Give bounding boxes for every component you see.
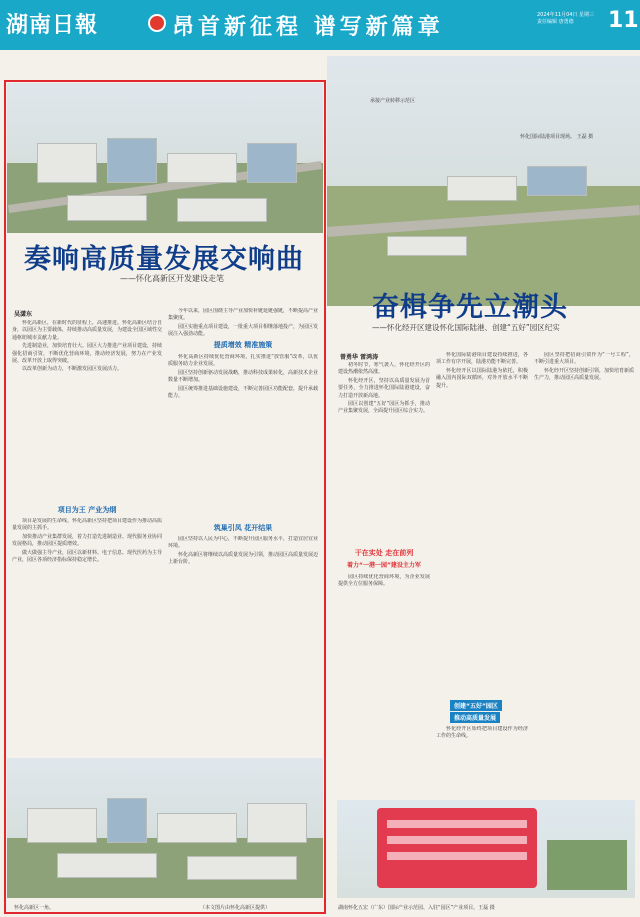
left-top-photo [7, 83, 323, 233]
page-number: 11 [608, 8, 639, 33]
paragraph: 怀化经开区始终把项目建设作为经济工作的生命线。 [436, 726, 528, 740]
newspaper-logo: 湖南日報 [6, 12, 99, 38]
right-col3-text [534, 352, 634, 792]
paragraph: 以改革创新为动力，不断激发园区发展活力。 [22, 366, 123, 373]
editor: 责任编辑 唐勇德 [537, 19, 574, 25]
left-bottom-caption: 怀化高新区一角。 [14, 905, 55, 911]
issue-date: 2024年11月04日 星期三 [537, 12, 595, 18]
paragraph: 怀化高新区将继续以高质量发展为引领，推动园区高质量发展迈上新台阶。 [168, 551, 318, 566]
right-article-subtitle: ——怀化经开区建设怀化国际陆港、创建“五好”园区纪实 [372, 323, 560, 332]
paragraph: 初冬时节，寒气袭人，怀化经开区的建设热潮依然高涨。 [338, 362, 430, 376]
masthead-meta [537, 12, 594, 26]
right-bottom-caption: 湖南怀化五宏（广东）国际产业示范园、入驻“园区”产业项目。王磊 摄 [338, 905, 495, 911]
paragraph: 园区实施重点项目建设，一批重大项目相继落地投产，为园区发展注入强劲动能。 [168, 323, 318, 338]
right-col2-text [436, 352, 528, 692]
paragraph: 怀化经开区以国际陆港为依托，积极融入国内国际双循环，对外开放水平不断提升。 [436, 367, 528, 389]
paragraph: 怀化国际陆港项目建设持续推进，各项工作有序开展，陆港功能不断完善。 [436, 352, 528, 366]
masthead [0, 0, 640, 50]
right-photo-caption-side: 怀化国际陆港项目现场。 王磊 摄 [520, 134, 594, 140]
paragraph: 怀化高新区，在新时代的征程上，高速推进。怀化高新区结合自身，以园区为主要载体，持续推动高质量发展，为建设全国区域性交通枢纽城市贡献力量。 [12, 320, 162, 341]
left-article-title: 奏响高质量发展交响曲 [24, 244, 304, 275]
right-article-title: 奋楫争先立潮头 [372, 292, 568, 323]
paragraph: 园区以创建“五好”园区为抓手，推动产业集聚发展，全面提升园区综合实力。 [338, 401, 430, 415]
right-col2-text-b [436, 726, 528, 796]
right-bottom-photo [337, 800, 635, 898]
right-top-photo [327, 56, 640, 306]
paragraph: 先进制造业，加快培育壮大。园区大力推进产业项目建设，持续强化招商引资，不断优化营商环境，推动经济发展，努力在产业发展、改革开放上取得突破。 [12, 343, 162, 365]
left-col1-text-b [12, 518, 162, 708]
right-section-sub-1: 着力“一港一园”建设主力军 [347, 562, 421, 569]
left-col2-text-c [168, 536, 318, 708]
masthead-slogan: 昂首新征程 谱写新篇章 [172, 14, 444, 40]
paragraph: 怀化经开区，坚持以高质量发展为首要任务，全力推进怀化国际陆港建设，奋力打造开放新高地。 [338, 377, 430, 399]
left-article-byline: 吴潇东 [14, 311, 33, 318]
paragraph: 今年以来，园区围绕主导产业加快补链延链强链，不断提高产业集聚度。 [168, 308, 318, 322]
left-col1-text [12, 320, 162, 500]
paragraph: 怀化经开区坚持创新引领，加快培育新质生产力，推动园区高质量发展。 [534, 367, 634, 382]
paragraph: 园区坚持创新驱动发展战略，推动科技成果转化，高新技术企业数量不断增加。 [168, 369, 318, 384]
right-article-byline: 曾勇华 雷鸿涛 [340, 354, 379, 361]
right-section-sub-2: 推动高质量发展 [450, 712, 500, 723]
paragraph: 做大做强主导产业，园区以新材料、电子信息、现代医药为主导产业，园区各项经济指标保持稳定增长。 [12, 549, 162, 564]
left-section-head-3: 筑巢引凤 花开结果 [213, 524, 273, 532]
paragraph: 加快推动产业集群发展，着力打造先进制造业、现代服务业协同发展格局，推动园区提质增效。 [12, 533, 162, 548]
paragraph: 园区统筹推进基础设施建设，不断完善园区功能配套，提升承载能力。 [168, 385, 318, 400]
right-col1-text-b [338, 574, 430, 784]
paragraph: 怀化高新区持续优化营商环境，扎实推进“放管服”改革，以优质服务助力企业发展。 [168, 354, 318, 368]
left-section-head-1: 项目为王 产业为纲 [57, 506, 117, 514]
right-col1-text [338, 362, 430, 542]
left-photo-credit: （本文图片由怀化高新区提供） [200, 905, 271, 911]
left-article-subtitle: ——怀化高新区开发建设走笔 [120, 274, 224, 283]
right-section-head-2: 创建“五好”园区 [450, 700, 502, 711]
left-col2-text-b [168, 354, 318, 514]
left-bottom-photo [7, 758, 323, 898]
right-section-head-1: 干在实处 走在前列 [354, 549, 414, 557]
paragraph: 园区坚持把招商引资作为“一号工程”，不断引进重大项目。 [534, 352, 634, 366]
paragraph: 项目是发展的生命线。怀化高新区坚持把项目建设作为推动高质量发展的主抓手。 [12, 518, 162, 532]
badge-icon [148, 14, 166, 32]
right-photo-caption-top: 承接产业转移示范区 [370, 98, 416, 104]
left-section-head-2: 提质增效 精准施策 [213, 341, 273, 349]
paragraph: 园区坚持以人民为中心，不断提升园区服务水平，打造宜居宜业环境。 [168, 536, 318, 550]
paragraph: 园区持续优化营商环境，为企业发展提供全方位服务保障。 [338, 574, 430, 588]
